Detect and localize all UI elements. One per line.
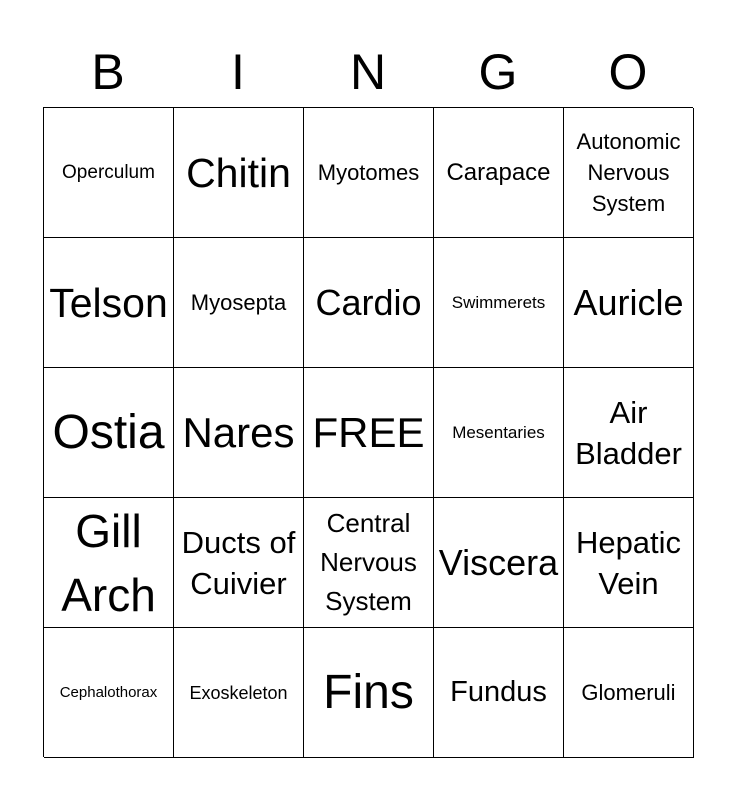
bingo-cell-r5c1[interactable] <box>44 628 174 758</box>
cell-text: Exoskeleton <box>189 682 288 703</box>
cell-text: Gill Arch <box>61 504 156 621</box>
cell-text: Swimmerets <box>451 293 546 312</box>
bingo-cell-r1c5[interactable] <box>564 108 694 238</box>
bingo-cell-r5c3[interactable] <box>304 628 434 758</box>
bingo-cell-r2c2[interactable] <box>174 238 304 368</box>
cell-text: Air Bladder <box>575 394 682 471</box>
bingo-cell-r1c3[interactable] <box>304 108 434 238</box>
cell-text: Myosepta <box>190 289 287 315</box>
cell-text: FREE <box>312 408 425 456</box>
bingo-cell-r3c4[interactable] <box>434 368 564 498</box>
header-letter-n: N <box>349 44 387 100</box>
cell-text: Cephalothorax <box>59 684 158 701</box>
bingo-cell-r1c1[interactable] <box>44 108 174 238</box>
bingo-cell-r1c2[interactable] <box>174 108 304 238</box>
bingo-cell-r5c5[interactable] <box>564 628 694 758</box>
bingo-cell-r2c1[interactable] <box>44 238 174 368</box>
cell-text: Chitin <box>186 149 291 196</box>
bingo-cell-r5c2[interactable] <box>174 628 304 758</box>
bingo-board <box>43 107 693 757</box>
cell-text: Central Nervous System <box>320 508 417 616</box>
cell-text: Ducts of Cuivier <box>181 524 296 601</box>
bingo-cell-r4c3[interactable] <box>304 498 434 628</box>
cell-text: Mesentaries <box>452 423 545 442</box>
bingo-cell-r2c4[interactable] <box>434 238 564 368</box>
cell-text: Viscera <box>438 541 559 583</box>
bingo-cell-r3c2[interactable] <box>174 368 304 498</box>
cell-text: Carapace <box>446 158 551 186</box>
cell-text: Hepatic Vein <box>575 524 682 601</box>
header-letter-o: O <box>608 44 648 100</box>
cell-text: Nares <box>182 408 295 456</box>
bingo-cell-r3c5[interactable] <box>564 368 694 498</box>
bingo-cell-r4c5[interactable] <box>564 498 694 628</box>
cell-text: Ostia <box>52 405 165 459</box>
cell-text: Telson <box>49 279 168 326</box>
cell-text: Myotomes <box>317 159 420 185</box>
bingo-cell-r4c4[interactable] <box>434 498 564 628</box>
cell-text: Auricle <box>573 281 684 323</box>
bingo-cell-r4c2[interactable] <box>174 498 304 628</box>
bingo-cell-r5c4[interactable] <box>434 628 564 758</box>
cell-text: Operculum <box>62 161 155 183</box>
bingo-cell-r3c3[interactable] <box>304 368 434 498</box>
header-letter-i: I <box>231 44 245 100</box>
cell-text: Cardio <box>315 281 422 323</box>
bingo-cell-r1c4[interactable] <box>434 108 564 238</box>
bingo-cell-r2c5[interactable] <box>564 238 694 368</box>
bingo-cell-r2c3[interactable] <box>304 238 434 368</box>
header-letter-g: G <box>478 44 518 100</box>
bingo-header <box>43 40 693 104</box>
cell-text: Fins <box>323 665 414 719</box>
cell-text: Fundus <box>450 676 547 708</box>
header-letter-b: B <box>91 44 125 100</box>
bingo-cell-r4c1[interactable] <box>44 498 174 628</box>
bingo-cell-r3c1[interactable] <box>44 368 174 498</box>
cell-text: Glomeruli <box>581 679 676 705</box>
cell-text: Autonomic Nervous System <box>576 129 681 216</box>
